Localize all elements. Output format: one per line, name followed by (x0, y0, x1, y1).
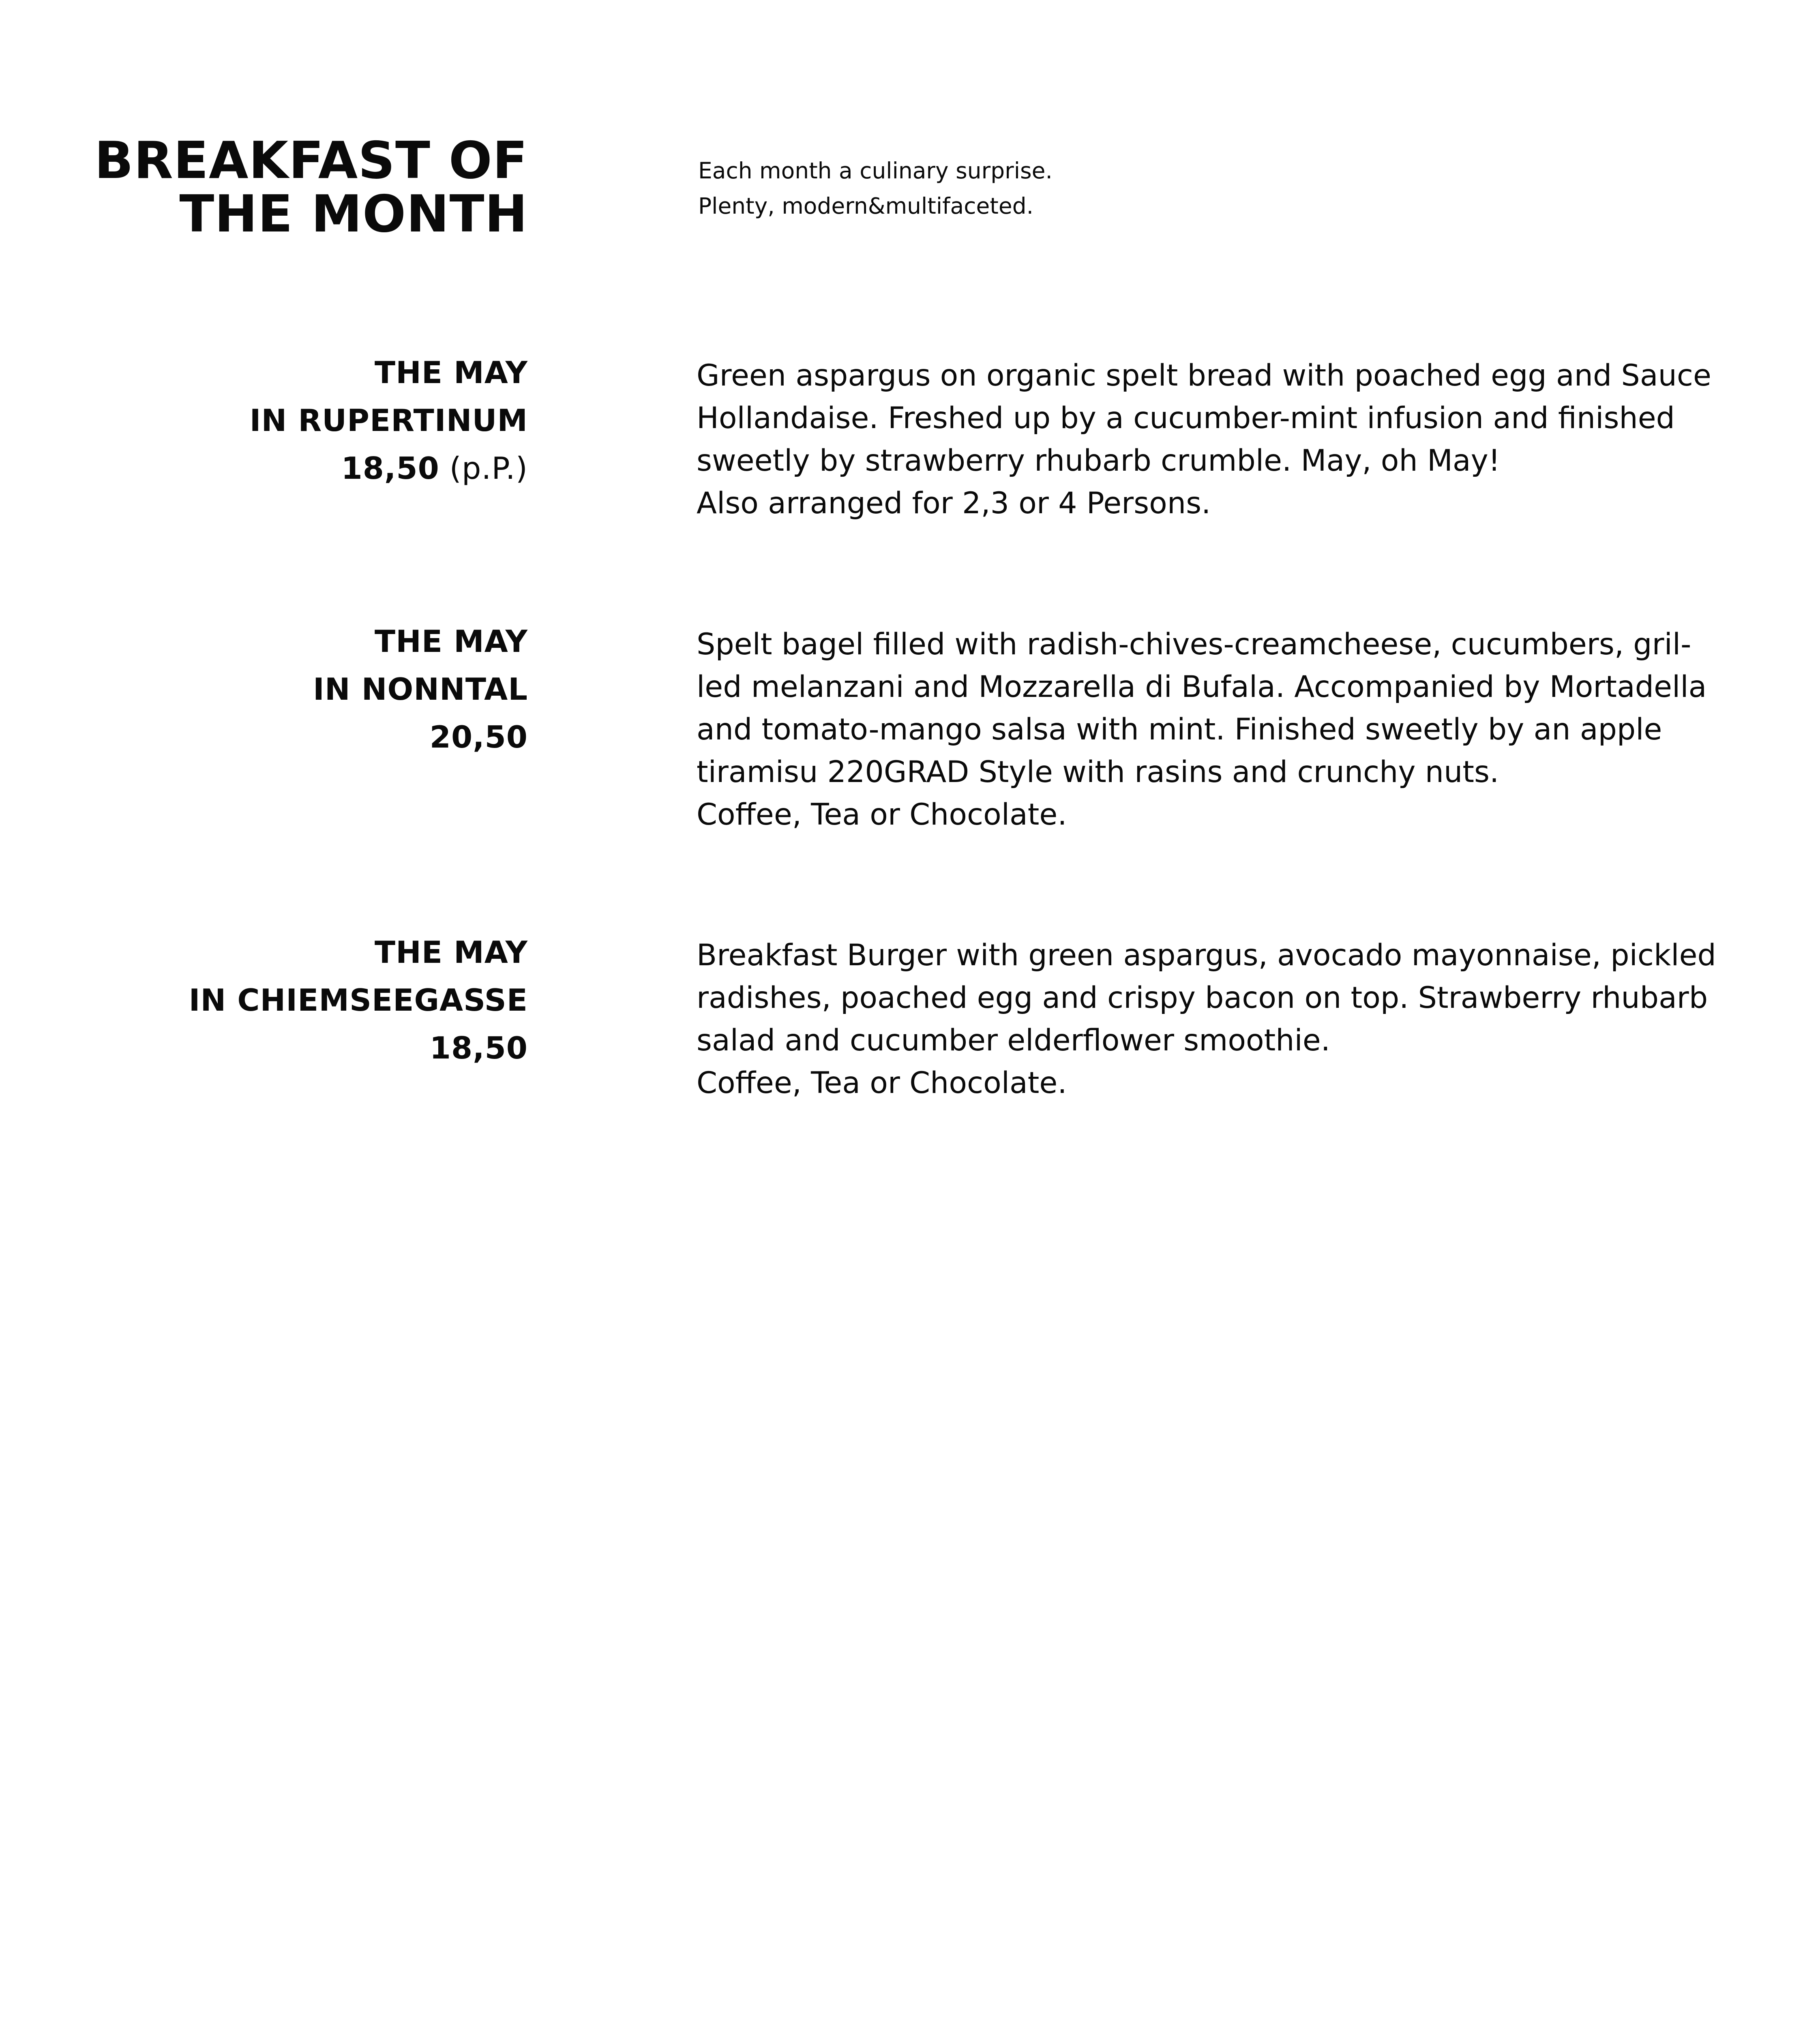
tagline-line-2: Plenty, modern&multifaceted. (698, 193, 1034, 219)
tagline (698, 153, 1053, 224)
page-title-line-1: BREAKFAST OF (94, 131, 528, 190)
entry-description (697, 623, 1759, 836)
page-title (0, 131, 528, 244)
description-line: Green aspargus on organic spelt bread with poached egg and Sauce (697, 358, 1711, 393)
entry-heading (0, 928, 528, 1072)
entry-description (697, 934, 1759, 1104)
entry-price: 20,50 (429, 719, 528, 755)
entry-name: THE MAY (374, 355, 528, 390)
entry-price-line (0, 444, 528, 492)
description-line: salad and cucumber elderflower smoothie. (697, 1023, 1330, 1058)
description-line: Breakfast Burger with green aspargus, avocado mayonnaise, pickled (697, 938, 1716, 973)
tagline-line-1: Each month a culinary surprise. (698, 158, 1053, 184)
description-line: led melanzani and Mozzarella di Bufala. Accompanied by Mortadella (697, 670, 1707, 704)
description-line: sweetly by strawberry rhubarb crumble. May, oh May! (697, 444, 1501, 478)
entry-heading (0, 617, 528, 761)
description-line: Spelt bagel filled with radish-chives-creamcheese, cucumbers, gril- (697, 627, 1691, 662)
description-line: tiramisu 220GRAD Style with rasins and crunchy nuts. (697, 755, 1499, 789)
entry-name: THE MAY (374, 624, 528, 659)
entry-heading (0, 349, 528, 492)
description-line: Coffee, Tea or Chocolate. (697, 1066, 1067, 1100)
entry-price: 18,50 (429, 1030, 528, 1066)
description-line: Hollandaise. Freshed up by a cucumber-mint infusion and finished (697, 401, 1675, 435)
entry-location: IN NONNTAL (313, 671, 528, 707)
entry-price: 18,50 (341, 450, 439, 486)
entry-name: THE MAY (374, 934, 528, 970)
description-line: and tomato-mango salsa with mint. Finished sweetly by an apple (697, 712, 1662, 747)
entry-price-note: (p.P.) (449, 450, 528, 486)
description-line: Also arranged for 2,3 or 4 Persons. (697, 486, 1211, 521)
description-line: radishes, poached egg and crispy bacon on top. Strawberry rhubarb (697, 981, 1708, 1015)
entry-location: IN CHIEMSEEGASSE (189, 982, 528, 1018)
page-title-line-2: THE MONTH (179, 184, 528, 244)
entry-location: IN RUPERTINUM (249, 403, 528, 438)
entry-description (697, 354, 1759, 525)
description-line: Coffee, Tea or Chocolate. (697, 797, 1067, 832)
